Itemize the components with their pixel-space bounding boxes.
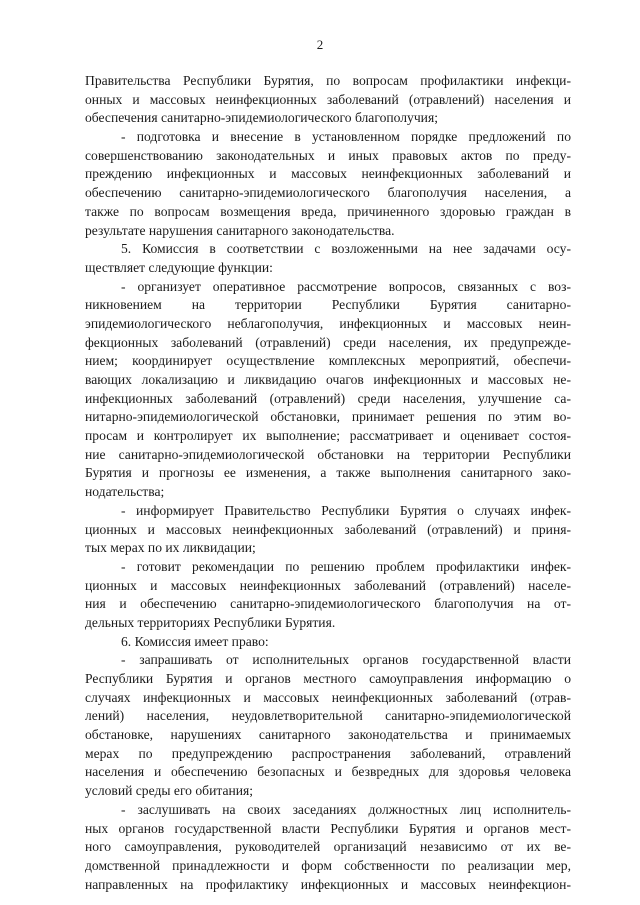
- text-line: ных органов государственной власти Республики Бурятия и органов мест-: [85, 820, 571, 836]
- text-line: тых мерах по их ликвидации;: [85, 540, 256, 556]
- text-line: результате нарушения санитарного законодательства.: [85, 222, 395, 238]
- text-line: никновением на территории Республики Бурятия санитарно-: [85, 297, 571, 313]
- text-line: обеспечения санитарно-эпидемиологического благополучия;: [85, 110, 438, 126]
- text-line: направленных на профилактику инфекционных и массовых неинфекцион-: [85, 876, 571, 892]
- text-line: преждению инфекционных и массовых неинфекционных заболеваний и: [85, 166, 571, 182]
- document-body: [85, 72, 571, 894]
- text-line: нодательства;: [85, 484, 165, 500]
- text-line: 6. Комиссия имеет право:: [121, 633, 269, 649]
- text-line: инфекционных заболеваний (отравлений) среди населения, улучшение са-: [85, 390, 571, 406]
- text-line: населения и обеспечению безопасных и безвредных для здоровья человека: [85, 764, 571, 780]
- text-line: нитарно-эпидемиологической обстановки, принимает решения по этим во-: [85, 409, 571, 425]
- text-line: Бурятия и прогнозы ее изменения, а также выполнения санитарного зако-: [85, 465, 571, 481]
- text-line: - готовит рекомендации по решению проблем профилактики инфек-: [121, 558, 571, 574]
- text-line: - заслушивать на своих заседаниях должностных лиц исполнитель-: [121, 801, 571, 817]
- text-line: - информирует Правительство Республики Бурятия о случаях инфек-: [121, 502, 571, 518]
- text-line: Республики Бурятия и органов местного самоуправления информацию о: [85, 671, 571, 686]
- text-line: лений) населения, неудовлетворительной санитарно-эпидемиологической: [85, 708, 571, 724]
- text-line: Правительства Республики Бурятия, по вопросам профилактики инфекци-: [85, 73, 571, 88]
- text-line: ционных и массовых неинфекционных заболеваний (отравлений) и приня-: [85, 521, 571, 537]
- text-line: мерах по предупреждению распространения заболеваний, отравлений: [85, 745, 571, 761]
- text-line: эпидемиологического неблагополучия, инфекционных и массовых неин-: [85, 315, 571, 331]
- text-line: ществляет следующие функции:: [85, 259, 273, 275]
- text-line: - запрашивать от исполнительных органов государственной власти: [121, 652, 571, 668]
- text-line: ния и обеспечению санитарно-эпидемиологического благополучия на от-: [85, 596, 571, 612]
- text-line: также по вопросам возмещения вреда, причиненного здоровью граждан в: [85, 203, 571, 219]
- text-line: вающих локализацию и ликвидацию очагов инфекционных и массовых не-: [85, 372, 571, 387]
- text-line: условий среды его обитания;: [85, 783, 254, 799]
- text-line: ние санитарно-эпидемиологической обстановки на территории Республики: [85, 446, 571, 462]
- text-line: ционных и массовых неинфекционных заболеваний (отравлений) населе-: [85, 577, 571, 593]
- text-line: онных и массовых неинфекционных заболеваний (отравлений) населения и: [85, 91, 571, 107]
- text-line: совершенствованию законодательных и иных правовых актов по преду-: [85, 147, 571, 163]
- page-number: 2: [316, 37, 324, 52]
- text-line: дельных территориях Республики Бурятия.: [85, 614, 336, 630]
- text-line: обеспечению санитарно-эпидемиологического благополучия населения, а: [85, 185, 571, 201]
- text-line: домственной принадлежности и форм собственности по реализации мер,: [85, 857, 571, 873]
- text-line: фекционных заболеваний (отравлений) среди населения, их предупрежде-: [85, 334, 571, 350]
- text-line: - подготовка и внесение в установленном порядке предложений по: [121, 129, 571, 145]
- text-line: случаях инфекционных и массовых неинфекционных заболеваний (отрав-: [85, 689, 571, 705]
- text-line: нием; координирует осуществление комплексных мероприятий, обеспечи-: [85, 353, 571, 369]
- text-line: ного самоуправления, руководителей организаций независимо от их ве-: [85, 839, 571, 855]
- text-line: обстановке, нарушениях санитарного законодательства и принимаемых: [85, 727, 571, 743]
- text-line: - организует оперативное рассмотрение вопросов, связанных с воз-: [121, 278, 571, 294]
- text-line: просам и контролирует их выполнение; рассматривает и оценивает состоя-: [85, 428, 571, 444]
- text-line: 5. Комиссия в соответствии с возложенными на нее задачами осу-: [121, 241, 571, 257]
